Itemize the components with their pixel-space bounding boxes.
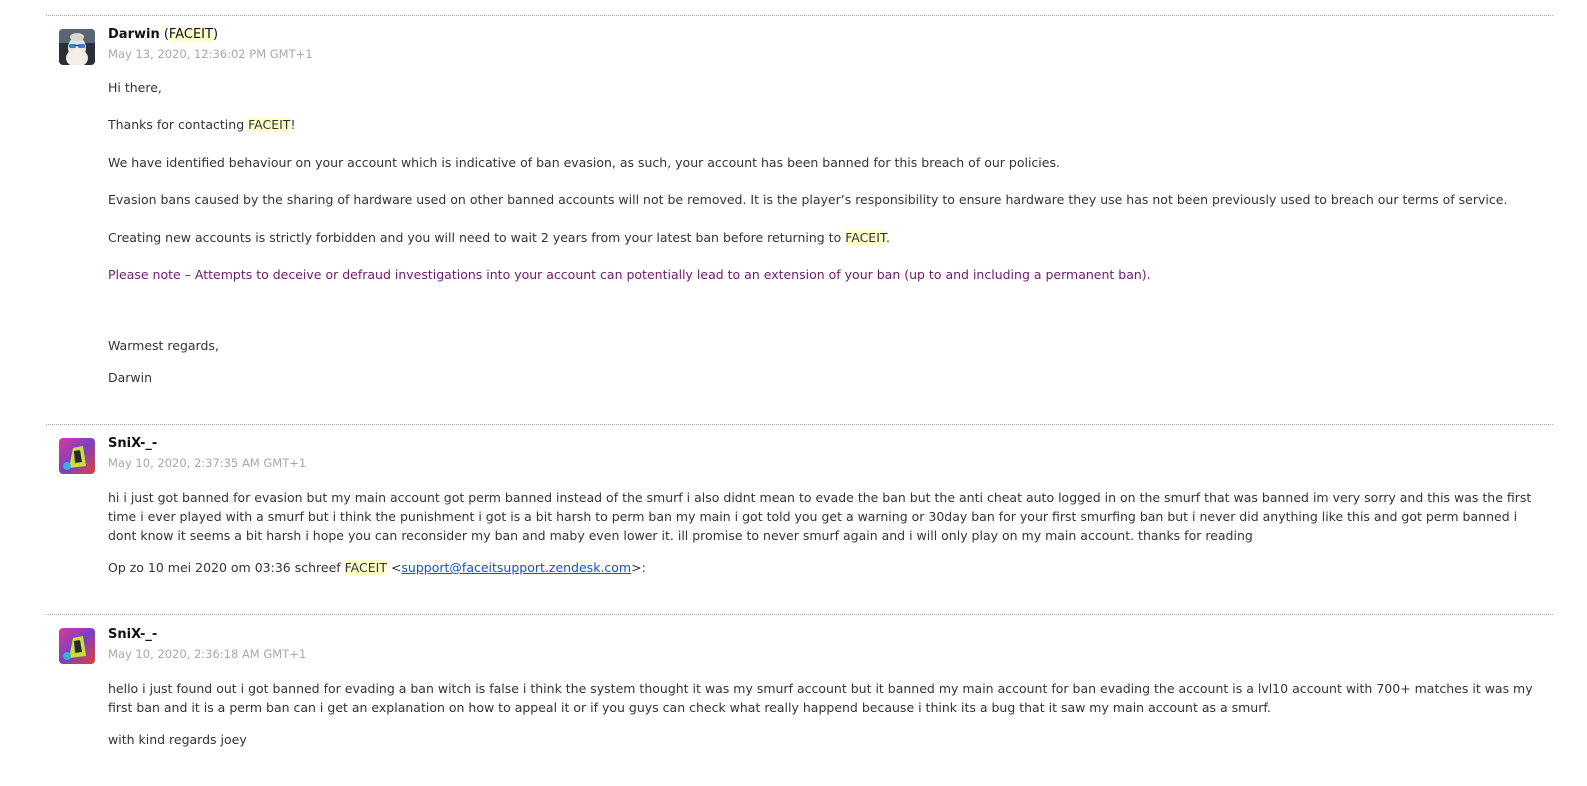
message-timestamp: May 10, 2020, 2:37:35 AM GMT+1 [108,456,307,470]
body-paragraph: We have identified behaviour on your account which is indicative of ban evasion, as such, your account has been banned for this breach of our policies. [108,155,1060,170]
org-highlight: FACEIT [168,27,213,42]
signoff-text: with kind regards joey [108,732,247,747]
quote-header: Op zo 10 mei 2020 om 03:36 schreef FACEIT <support@faceitsupport.zendesk.com>: [108,560,646,575]
org-highlight: FACEIT [344,560,387,575]
signature-text: Darwin [108,370,153,385]
body-paragraph: hello i just found out i got banned for evading a ban witch is false i think the system thought it was my smurf account but it banned my main account for ban evading the account is a lvl10 account with 700+ matches it was my first ban and it is a perm ban can i get an explanation on how to appeal it or if you guys can check what really happend because i think its a bug that it saw my main account as a smurf. [108,681,1533,715]
policy-note: Please note – Attempts to deceive or defraud investigations into your account can potentially lead to an extension of your ban (up to and including a permanent ban). [108,267,1151,282]
org-highlight: FACEIT [248,117,291,132]
author-name: SniX-_- [108,436,158,451]
user-avatar [59,628,95,664]
message-timestamp: May 10, 2020, 2:36:18 AM GMT+1 [108,647,307,661]
message-divider [46,424,1553,425]
message-divider [46,15,1553,16]
author-name: Darwin (FACEIT) [108,27,219,42]
body-paragraph: Evasion bans caused by the sharing of hardware used on other banned accounts will not be removed. It is the player’s responsibility to ensure hardware they use has not been previously used to breach our terms of service. [108,192,1508,207]
support-email-link[interactable]: support@faceitsupport.zendesk.com [401,560,632,575]
greeting-text: Hi there, [108,80,162,95]
agent-avatar [59,29,95,65]
signoff-text: Warmest regards, [108,338,219,353]
user-avatar [59,438,95,474]
thanks-text: Thanks for contacting FACEIT! [108,117,296,132]
message-timestamp: May 13, 2020, 12:36:02 PM GMT+1 [108,47,313,61]
org-highlight: FACEIT [845,230,887,245]
message-divider [46,614,1553,615]
body-paragraph: Creating new accounts is strictly forbidden and you will need to wait 2 years from your latest ban before returning to FACEIT. [108,230,891,245]
author-name: SniX-_- [108,627,158,642]
body-paragraph: hi i just got banned for evasion but my main account got perm banned instead of the smurf i also didnt mean to evade the ban but the anti cheat auto logged in on the smurf that was banned im very sorry and this was the first time i ever played with a smurf but i think the punishment i got is a bit harsh to perm ban my main i got told you get a warning or 30day ban for your first smurfing ban but i never did anything like this and got perm banned i dont know it seems a bit harsh i hope you can reconsider my ban and maby even lower it. ill promise to never smurf again and i will only play on my main account. thanks for reading [108,490,1532,543]
